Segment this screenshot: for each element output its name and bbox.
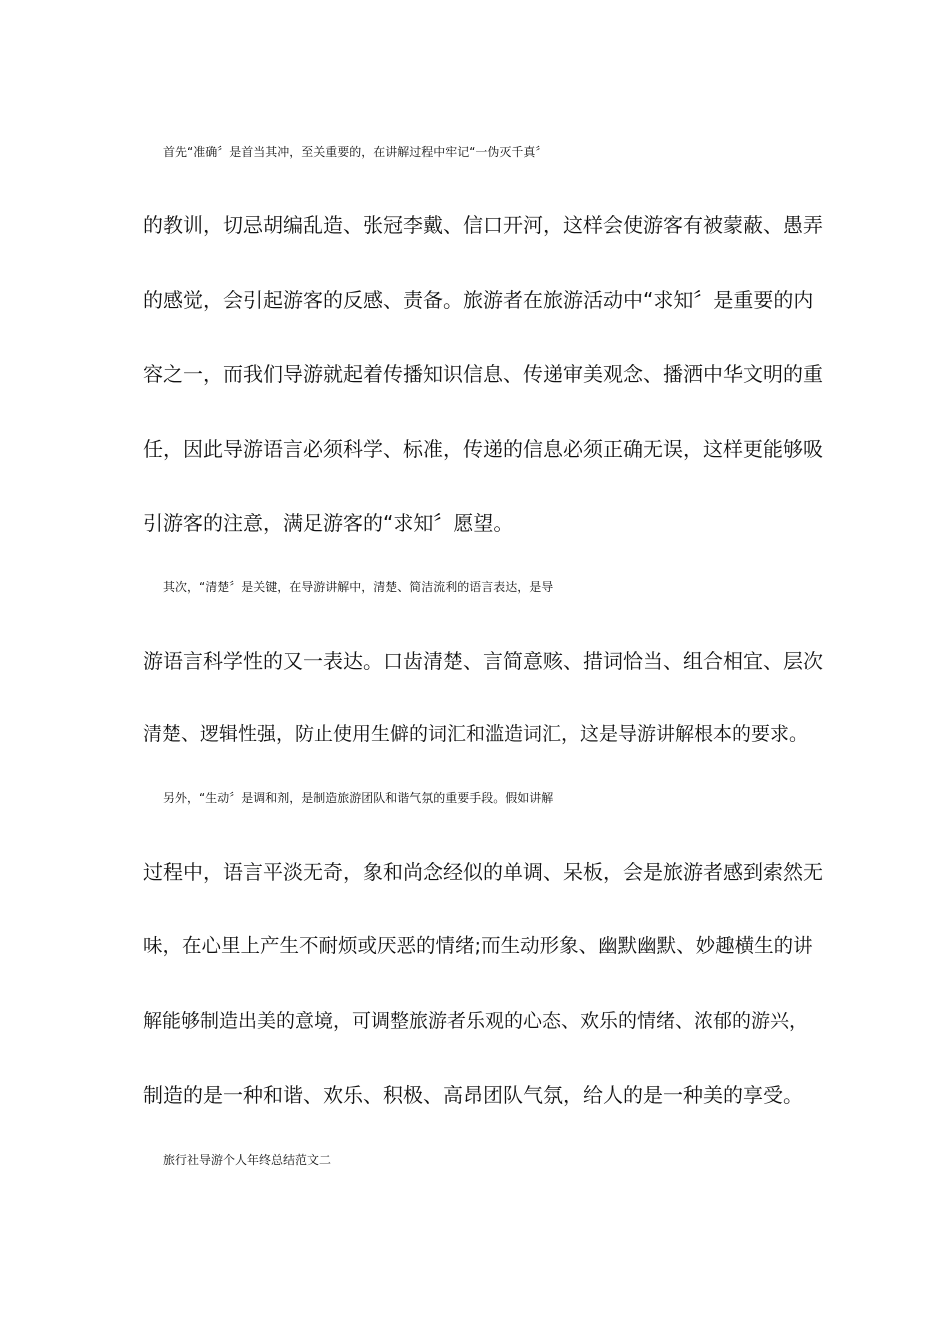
paragraph-3-line-1: 另外，“生动〞是调和剂，是制造旅游团队和谐气氛的重要手段。假如讲解 xyxy=(163,791,554,805)
paragraph-1-line-3: 的感觉，会引起游客的反感、责备。旅游者在旅游活动中“求知〞是重要的内 xyxy=(143,288,814,312)
paragraph-3-line-2: 过程中，语言平淡无奇，象和尚念经似的单调、呆板，会是旅游者感到索然无 xyxy=(143,860,823,884)
section-heading: 旅行社导游个人年终总结范文二 xyxy=(163,1153,332,1167)
paragraph-1-line-1: 首先“准确〞是首当其冲，至关重要的，在讲解过程中牢记“一伪灭千真〞 xyxy=(163,145,548,159)
paragraph-2-line-3: 清楚、逻辑性强，防止使用生僻的词汇和滥造词汇，这是导游讲解根本的要求。 xyxy=(143,723,809,745)
paragraph-2-line-2: 游语言科学性的又一表达。口齿清楚、言简意赅、措词恰当、组合相宜、层次 xyxy=(143,649,823,673)
paragraph-3-line-4: 解能够制造出美的意境，可调整旅游者乐观的心态、欢乐的情绪、浓郁的游兴， xyxy=(143,1010,809,1032)
paragraph-3-line-5: 制造的是一种和谐、欢乐、积极、高昂团队气氛，给人的是一种美的享受。 xyxy=(143,1083,803,1107)
paragraph-2-line-1: 其次，“清楚〞是关键，在导游讲解中，清楚、简洁流利的语言表达，是导 xyxy=(163,580,554,594)
paragraph-1-line-4: 容之一，而我们导游就起着传播知识信息、传递审美观念、播洒中华文明的重 xyxy=(143,362,823,386)
paragraph-1-line-2: 的教训，切忌胡编乱造、张冠李戴、信口开河，这样会使游客有被蒙蔽、愚弄 xyxy=(143,213,823,237)
paragraph-3-line-3: 味，在心里上产生不耐烦或厌恶的情绪;而生动形象、幽默幽默、妙趣横生的讲 xyxy=(143,934,813,957)
paragraph-1-line-6: 引游客的注意，满足游客的“求知〞愿望。 xyxy=(143,511,514,535)
paragraph-1-line-5: 任，因此导游语言必须科学、标准，传递的信息必须正确无误，这样更能够吸 xyxy=(143,437,823,461)
